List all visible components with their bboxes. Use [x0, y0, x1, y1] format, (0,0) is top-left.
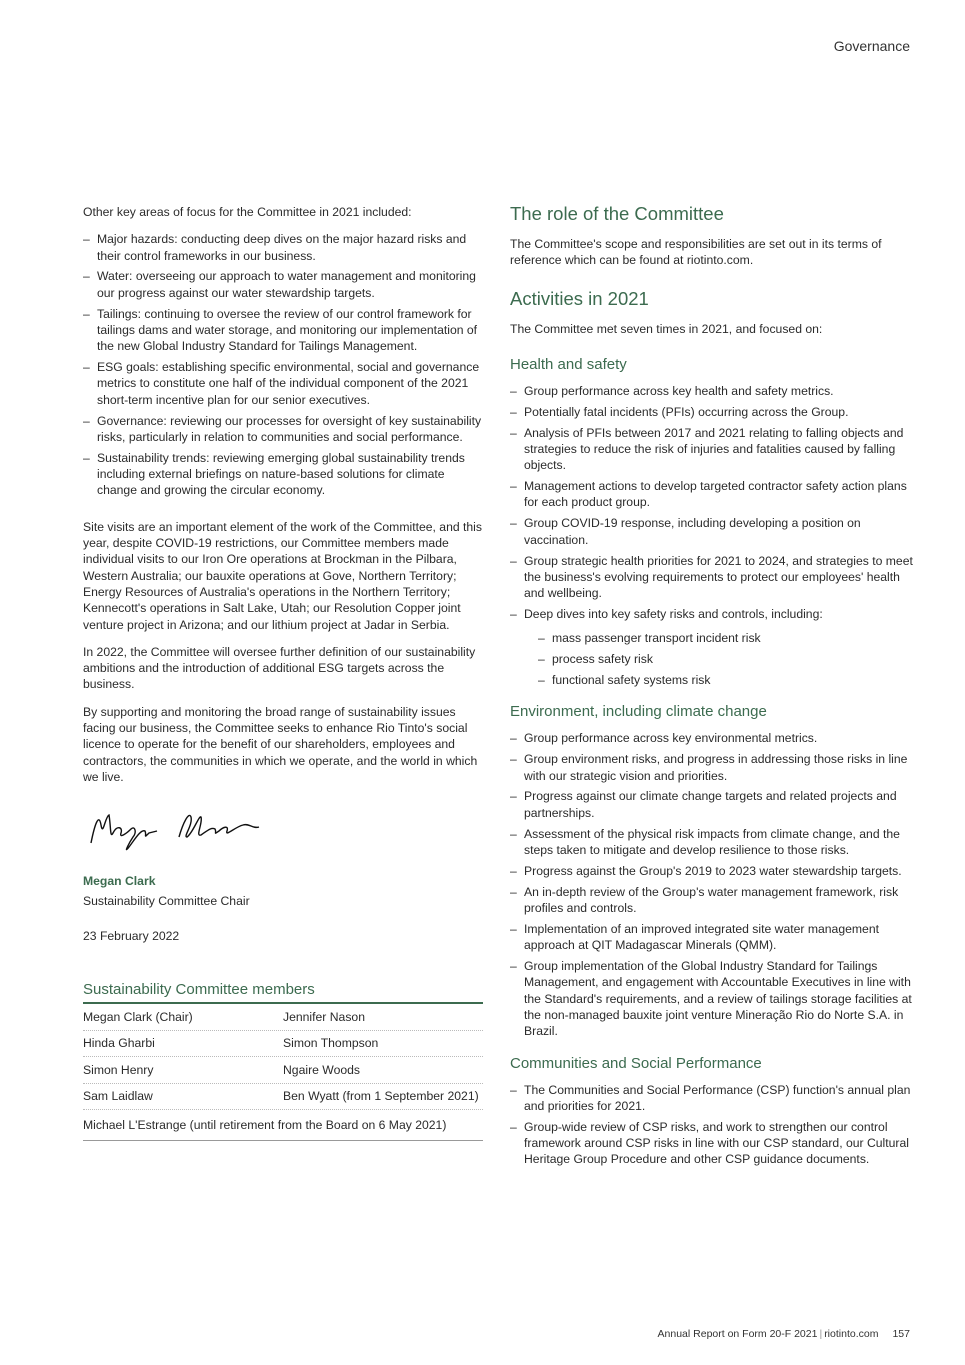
- environment-heading: Environment, including climate change: [510, 703, 767, 721]
- health-heading: Health and safety: [510, 355, 627, 373]
- list-item: – Group performance across key environmental metrics.: [510, 730, 920, 746]
- page-footer: Annual Report on Form 20-F 2021 | riotinto.com 157: [657, 1328, 910, 1340]
- signature-image: [83, 803, 483, 863]
- handwritten-signature: [83, 803, 273, 863]
- site-visits-paragraph: Site visits are an important element of the work of the Committee, and this year, despite COVID-19 restrictions, our Committee members made individual visits to our Iron Ore operations at Brockman in the Pilbara, Western Australia; our bauxite operations at Gove, Northern Territory; Energy Resources of Australia's operations in the Northern Territory; Kennecott's operations in Salt Lake, Utah; our Resolution Copper joint venture project in Arizona; and our lithium project at Jadar in Serbia.: [83, 519, 482, 632]
- page-number: 157: [892, 1328, 910, 1340]
- list-item: – ESG goals: establishing specific environmental, social and governance metrics to constitute one half of the individual component of the 2021 short-term incentive plan for our senior executives.: [83, 359, 483, 408]
- member-name: Jennifer Nason: [283, 1009, 365, 1024]
- signature-date: 23 February 2022: [83, 928, 180, 943]
- member-name: Ben Wyatt (from 1 September 2021): [283, 1089, 479, 1104]
- list-item: – Group COVID-19 response, including developing a position on vaccination.: [510, 515, 920, 548]
- member-name: Hinda Gharbi: [83, 1036, 155, 1051]
- members-table: [83, 980, 483, 1141]
- focus-intro: Other key areas of focus for the Committee in 2021 included:: [83, 205, 412, 219]
- report-title: Annual Report on Form 20-F 2021: [657, 1328, 818, 1340]
- list-item: – Group implementation of the Global Industry Standard for Tailings Management, and engagement with Accountable Executives in line with the Standard's requirements, and a review of tailings storage facilities at the non-managed bauxite joint venture Mineração Rio do Norte S.A. in Brazil.: [510, 958, 920, 1039]
- outlook-paragraph: In 2022, the Committee will oversee further definition of our sustainability ambitions and the introduction of additional ESG targets across the business.: [83, 644, 476, 692]
- list-item: – Group-wide review of CSP risks, and work to strengthen our control framework around CSP risks in line with our CSP standard, our Cultural Heritage Group Procedure and other CSP guidance documents.: [510, 1119, 920, 1168]
- list-item: – Analysis of PFIs between 2017 and 2021 relating to falling objects and strategies to reduce the risk of injuries and fatalities caused by falling objects.: [510, 425, 920, 474]
- list-item: – Group performance across key health and safety metrics.: [510, 383, 920, 399]
- table-row: [83, 1031, 483, 1058]
- list-item: – Assessment of the physical risk impacts from climate change, and the steps taken to mitigate and develop resilience to those risks.: [510, 826, 920, 859]
- focus-list: [83, 231, 483, 498]
- role-text: The Committee's scope and responsibilities are set out in its terms of reference which can be found at riotinto.com.: [510, 237, 882, 268]
- member-name: Ngaire Woods: [283, 1062, 360, 1077]
- activities-intro: The Committee met seven times in 2021, and focused on:: [510, 321, 823, 336]
- right-column: [510, 202, 920, 1172]
- members-heading: Sustainability Committee members: [83, 980, 483, 1004]
- list-item: – Management actions to develop targeted contractor safety action plans for each product group.: [510, 478, 920, 511]
- member-name: Simon Henry: [83, 1062, 154, 1077]
- website-link[interactable]: riotinto.com: [824, 1328, 879, 1340]
- sub-list-item: – mass passenger transport incident risk: [538, 630, 920, 646]
- table-row: [83, 1057, 483, 1084]
- member-name: Simon Thompson: [283, 1036, 379, 1051]
- list-item: – Tailings: continuing to oversee the review of our control framework for tailings dams and water storage, and monitoring our implementation of the new Global Industry Standard for Tailings Management.: [83, 306, 483, 355]
- left-column: [83, 204, 483, 1141]
- list-item: – Sustainability trends: reviewing emerging global sustainability trends including external briefings on nature-based solutions for climate change and growing the circular economy.: [83, 450, 483, 499]
- sub-list-item: – functional safety systems risk: [538, 672, 920, 688]
- list-item: – Group strategic health priorities for 2021 to 2024, and strategies to meet the business's evolving requirements to protect our employees' health and wellbeing.: [510, 553, 920, 602]
- member-name: Megan Clark (Chair): [83, 1009, 193, 1024]
- health-list: [510, 383, 920, 689]
- list-item: [510, 606, 920, 688]
- signatory-title: Sustainability Committee Chair: [83, 894, 250, 909]
- table-row: [83, 1084, 483, 1111]
- list-item-text: Deep dives into key safety risks and controls, including:: [524, 607, 823, 622]
- sub-list-item: – process safety risk: [538, 651, 920, 667]
- member-name: Sam Laidlaw: [83, 1089, 153, 1104]
- list-item: – Major hazards: conducting deep dives on the major hazard risks and their control frameworks in our business.: [83, 231, 483, 264]
- environment-list: [510, 730, 920, 1039]
- table-row: [83, 1110, 483, 1141]
- list-item: – Implementation of an improved integrated site water management approach at QIT Madagascar Minerals (QMM).: [510, 921, 920, 954]
- role-heading: The role of the Committee: [510, 203, 724, 224]
- list-item: – Group environment risks, and progress in addressing those risks in line with our strategic vision and priorities.: [510, 751, 920, 784]
- list-item: – Progress against the Group's 2019 to 2023 water stewardship targets.: [510, 863, 920, 879]
- activities-heading: Activities in 2021: [510, 287, 649, 309]
- list-item: – The Communities and Social Performance (CSP) function's annual plan and priorities for 2021.: [510, 1082, 920, 1115]
- list-item: – Water: overseeing our approach to water management and monitoring our progress against our water stewardship targets.: [83, 268, 483, 301]
- list-item: – Governance: reviewing our processes for oversight of key sustainability risks, particularly in relation to communities and social performance.: [83, 413, 483, 446]
- list-item: – Potentially fatal incidents (PFIs) occurring across the Group.: [510, 404, 920, 420]
- signatory-name: Megan Clark: [83, 874, 156, 889]
- list-item: – An in-depth review of the Group's water management framework, risk profiles and controls.: [510, 884, 920, 917]
- table-row: [83, 1004, 483, 1031]
- communities-list: [510, 1082, 920, 1168]
- section-label: Governance: [833, 38, 910, 54]
- purpose-paragraph: By supporting and monitoring the broad range of sustainability issues facing our business, the Committee seeks to enhance Rio Tinto's social licence to operate for the benefit of our shareholders, employees and contractors, the communities in which we operate, and the world in which we live.: [83, 704, 478, 784]
- list-item: – Progress against our climate change targets and related projects and partnerships.: [510, 788, 920, 821]
- communities-heading: Communities and Social Performance: [510, 1054, 762, 1072]
- sub-list: [524, 630, 920, 688]
- member-name: Michael L'Estrange (until retirement from the Board on 6 May 2021): [83, 1117, 447, 1132]
